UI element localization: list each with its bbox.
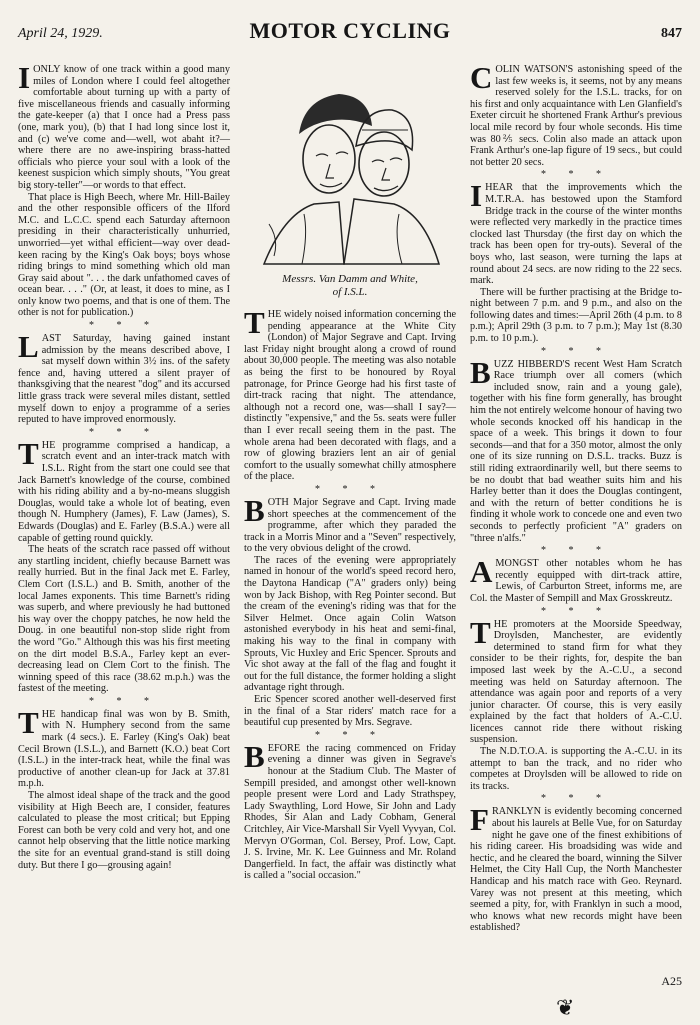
article-lead-paragraph [470, 554, 682, 604]
paragraph-text: The almost ideal shape of the track and the good visibility at High Beech are, I consider, features calculated to please the most critical; but Epping Forest can both be very cold and very hot, and one cannot help observing that the little notice marking the site for an eventual grand-stand is still doing duty. But there I go—grousing again! [18, 790, 230, 871]
paragraph-text: The N.D.T.O.A. is supporting the A.-C.U. in its attempt to ban the track, and no rider who competes at Droylsden will be allowed to ride on its tracks. [470, 746, 682, 792]
article-paragraph [18, 790, 230, 871]
cartoon-drawing [244, 64, 456, 269]
article-lead-paragraph [244, 305, 456, 483]
section-divider: * * * [541, 605, 611, 617]
article-paragraph [244, 555, 456, 694]
column-1 [18, 60, 230, 871]
section-divider: * * * [541, 545, 611, 557]
page-header [18, 16, 682, 48]
paragraph-text: OLIN WATSON'S astonishing speed of the last few weeks is, it seems, not by any means reserved solely for the I.S.L. tracks, for on his first and only acquaintance with Len Glanfield's Exeter circuit he shortened Frank Arthur's previous local mile record by four whole seconds. His time was 80⅖ secs. Colin also made an attack upon Frank Arthur's one-lap figure of 19 secs., but could not better 20 secs. [470, 64, 682, 168]
section-divider: * * * [89, 426, 159, 438]
section-divider: * * * [541, 169, 611, 181]
section-divider: * * * [541, 345, 611, 357]
paragraph-text: HE widely noised information concerning the pending appearance at the White City (London) of Major Segrave and Capt. Irving last Friday night brought along a crowd of round about 30,000 people. The meeting was also notable as being the first to be honoured by Royal patronage, for Prince George had his first taste of dirt-track racing that night. The attendance, although not a record one, was—shall I say?—distinctly "expensive," and the 5s. seats were fuller than I ever recall seeing them in the past. The whole arena had been decorated with flags, and a row of glowing braziers lent an air of genial comfort to the usually somewhat chilly atmosphere of the place. [244, 309, 456, 483]
article-lead-paragraph [244, 738, 456, 882]
drop-cap: I [470, 178, 483, 214]
article-lead-paragraph [18, 435, 230, 544]
masthead: MOTOR CYCLING [249, 18, 451, 43]
paragraph-text: HE programme comprised a handicap, a scratch event and an inter-track match with I.S.L. Right from the start one could see that Jack Barnett's knowledge of the course, combined with his riding ability and a by-no-means sluggish Douglas, would take a whole lot of beating, even though N. Humphery (James), F. Law (James), S. Edwards (Douglas) and E. Farley (B.S.A.) were all capable of getting round quickly. [18, 439, 230, 544]
paragraph-text: HEAR that the improvements which the M.T.R.A. has bestowed upon the Stamford Bridge track in the course of the winter months were reflected very markedly in the practice times clocked last Thursday (the first day on which the track has been open for try-outs). Several of the boys who, last season, were turning the laps at round about 24 secs. are now riding to the 22 secs. mark. [470, 182, 682, 287]
paragraph-text: RANKLYN is evidently becoming concerned about his laurels at Belle Vue, for on Saturday night he gave one of the finest exhibitions of his riding career. His broadsiding was wide and hectic, and he cleared the board, winning the Silver Helmet, the City Hall Cup, the North Manchester Handicap and his match race with Geo. Reynard. Varey was not present at this meeting, which seemed a pity, for, with Franklyn in such a mood, who knows what new records might have been established? [470, 806, 682, 934]
drop-cap: F [470, 802, 489, 838]
paragraph-text: HE promoters at the Moorside Speedway, Droylsden, Manchester, are evidently determined to stand firm for what they consider to be their rights, for, despite the ban imposed last week by the A.-C.U., a second meeting was held on Saturday afternoon. The attendance was again poor and reports of a very junior character. Of course, this is very easily explained by the fact that holders of A.-C.U. licences cannot ride there without risking suspension. [470, 618, 682, 746]
column-3 [470, 60, 682, 934]
cartoon-illustration [244, 64, 456, 269]
section-divider: * * * [89, 320, 159, 332]
article-lead-paragraph [18, 329, 230, 426]
paragraph-text: MONGST other notables whom he has recently equipped with dirt-track attire, Lewis, of Carburton Street, informs me, are Col. the Master of Sempill and Max Grosskreutz. [470, 558, 682, 604]
drop-cap: T [18, 704, 39, 740]
page-number: 847 [661, 26, 682, 41]
issue-date: April 24, 1929. [18, 26, 103, 41]
paragraph-text: EFORE the racing commenced on Friday evening a dinner was given in Segrave's honour at the Stadium Club. The Master of Sempill presided, and amongst other well-known people present were Lord and Lady Strathspey, Lady Swaythling, Lord Howe, Sir John and Lady Rhodes, Sir Alan and Lady Cobham, General Critchley, Air Vice-Marshall Sir Vyell Vyvyan, Col. Mervyn O'Gorman, Col. Bersey, Prof. Low, Capt. J. S. Irvine, Mr. K. Lee Guinness and Mr. Roland Dangerfield. In fact, the affair was distinctly what is called a "social occasion." [244, 742, 456, 882]
drop-cap: B [244, 492, 265, 528]
drop-cap: A [470, 554, 493, 590]
paragraph-text: There will be further practising at the Bridge to-night between 7 p.m. and 9 p.m., and also on the following dates and times:—April 26th (4 p.m. to 8 p.m.); April 29th (3 p.m. to 7 p.m.); May 1st (8.30 p.m. to 10 p.m.). [470, 286, 682, 345]
article-lead-paragraph [18, 704, 230, 790]
illustration-caption [244, 273, 456, 299]
article-lead-paragraph [18, 60, 230, 192]
section-divider: * * * [315, 729, 385, 741]
caption-line-2: of I.S.L. [332, 286, 368, 298]
paragraph-text: UZZ HIBBERD'S recent West Ham Scratch Race triumph over all comers (which included snow, rain and a young gale), together with his fine form generally, has brought him the not entirely welcome honour of having two whole seconds knocked off his handicap in the space of a week. This brings it down to four seconds—and that for a 350 motor, almost the only one of its size running on D.S.L. tracks. Buzz is still riding extraordinarily well, but there seems to be no doubt that bad weather suits him and his Harley better than it does the Douglas contingent, and with the return of better conditions he is finding it whole work to concede one and even two seconds to perfectly proficient "A" graders on "three n'alfs." [470, 358, 682, 544]
article-paragraph [470, 746, 682, 792]
section-divider: * * * [541, 793, 611, 805]
article-paragraph [18, 544, 230, 695]
article-lead-paragraph [470, 354, 682, 545]
article-lead-paragraph [470, 60, 682, 168]
ink-mark: ❦ [556, 995, 575, 1020]
drop-cap: C [470, 60, 493, 95]
drop-cap: B [244, 738, 265, 774]
paragraph-text: AST Saturday, having gained instant admission by the means described above, I sat myself down within 3½ ins. of the safety fence and, having uttered a silent prayer of thanksgiving that the nearest "dog" and its accursed little grass track were several miles distant, settled myself down to enjoy a programme of a series reputed to have improved enormously. [18, 333, 230, 426]
drop-cap: I [18, 60, 31, 95]
drop-cap: T [244, 305, 265, 340]
section-divider: * * * [89, 695, 159, 707]
caption-line-1: Messrs. Van Damm and White, [282, 273, 418, 285]
article-paragraph [244, 694, 456, 729]
article-paragraph [470, 287, 682, 345]
drop-cap: L [18, 329, 39, 365]
drop-cap: T [470, 614, 491, 650]
paragraph-text: The heats of the scratch race passed off without any startling incident, chiefly because Barnett was really hurried. But in the final Jack met E. Farley, Clem Cort (I.S.L.) and B. Smith, another of the local James exponents. This time Barnett's riding was superb, and where previously he had buttoned his way over the choppy patches, he now held the Doug. in one beautiful non-stop slide right from the word "Go." Although this was his first meeting on the dirt model B.S.A., Farley kept an ever-decreasing lead on Clem Cort to the finish. The winning speed of this race (38.62 m.p.h.) was the fastest of the meeting. [18, 544, 230, 695]
article-lead-paragraph [470, 802, 682, 934]
paragraph-text: HE handicap final was won by B. Smith, with N. Humphery second from the same mark (4 secs.). E. Farley (King's Oak) beat Cecil Brown (I.S.L.), and Barnett (K.O.) beat Cort (I.S.L.) in the inter-track heat, while the final was productive of another clean-up for Jack at 37.81 m.p.h. [18, 708, 230, 790]
paragraph-text: Eric Spencer scored another well-deserved first in the final of a Star riders' match race for a beautiful cup presented by Mrs. Segrave. [244, 694, 456, 729]
page-reference: A25 [661, 974, 682, 988]
article-lead-paragraph [244, 492, 456, 555]
column-2 [244, 64, 456, 882]
drop-cap: B [470, 354, 491, 390]
paragraph-text: ONLY know of one track within a good many miles of London where I could feel altogether comfortable about turning up with a party of five miscellaneous friends and casually informing the gate-keeper (a) that I once had a Press pass (one, mark you), (b) that I had long since lost it, and (c) we've come and—well, wot abaht it?—where there are no awe-inspiring brass-hatted officials who pierce your soul with a look of the keenest suspicion which simply shouts, "You great big story-teller"—or words to that effect. [18, 64, 230, 191]
paragraph-text: OTH Major Segrave and Capt. Irving made short speeches at the commencement of the programme, after which they paraded the track in a Morris Minor and a "Seven" respectively, to the very obvious delight of the crowd. [244, 496, 456, 555]
article-lead-paragraph [470, 614, 682, 747]
paragraph-text: That place is High Beech, where Mr. Hill-Bailey and the other responsible officers of the Ilford M.C. and L.C.C. spend each Saturday afternoon presiding in their characteristically unhurried, unworried—yet withal efficient—way over dead-keen racing by the King's Oak boys; boys whose riding brings to mind something which old man Gray said about ". . . the dark unfathomed caves of ocean bear. . . ." (Or, at least, it does to mine, as I only know two poems, and that is one of them. The other is not for publication.) [18, 191, 230, 319]
paragraph-text: The races of the evening were appropriately named in honour of the world's speed record hero, the Daytona Handicap ("A" graders only) being won by Jack Bishop, with Reg Pointer second. But the cream of the evening's riding was that for the Silver Helmet. Once again Colin Watson astonished everybody in his heat and semi-final, making his way to the final in company with Sprouts, Vic Huxley and Eric Spencer. Sprouts and Vic shot away at the fall of the flag and fought it out for the full distance, the former holding a slight advantage right through. [244, 554, 456, 694]
drop-cap: T [18, 435, 39, 471]
article-paragraph [18, 192, 230, 320]
article-lead-paragraph [470, 178, 682, 287]
section-divider: * * * [315, 483, 385, 495]
column-2-text [244, 305, 456, 882]
